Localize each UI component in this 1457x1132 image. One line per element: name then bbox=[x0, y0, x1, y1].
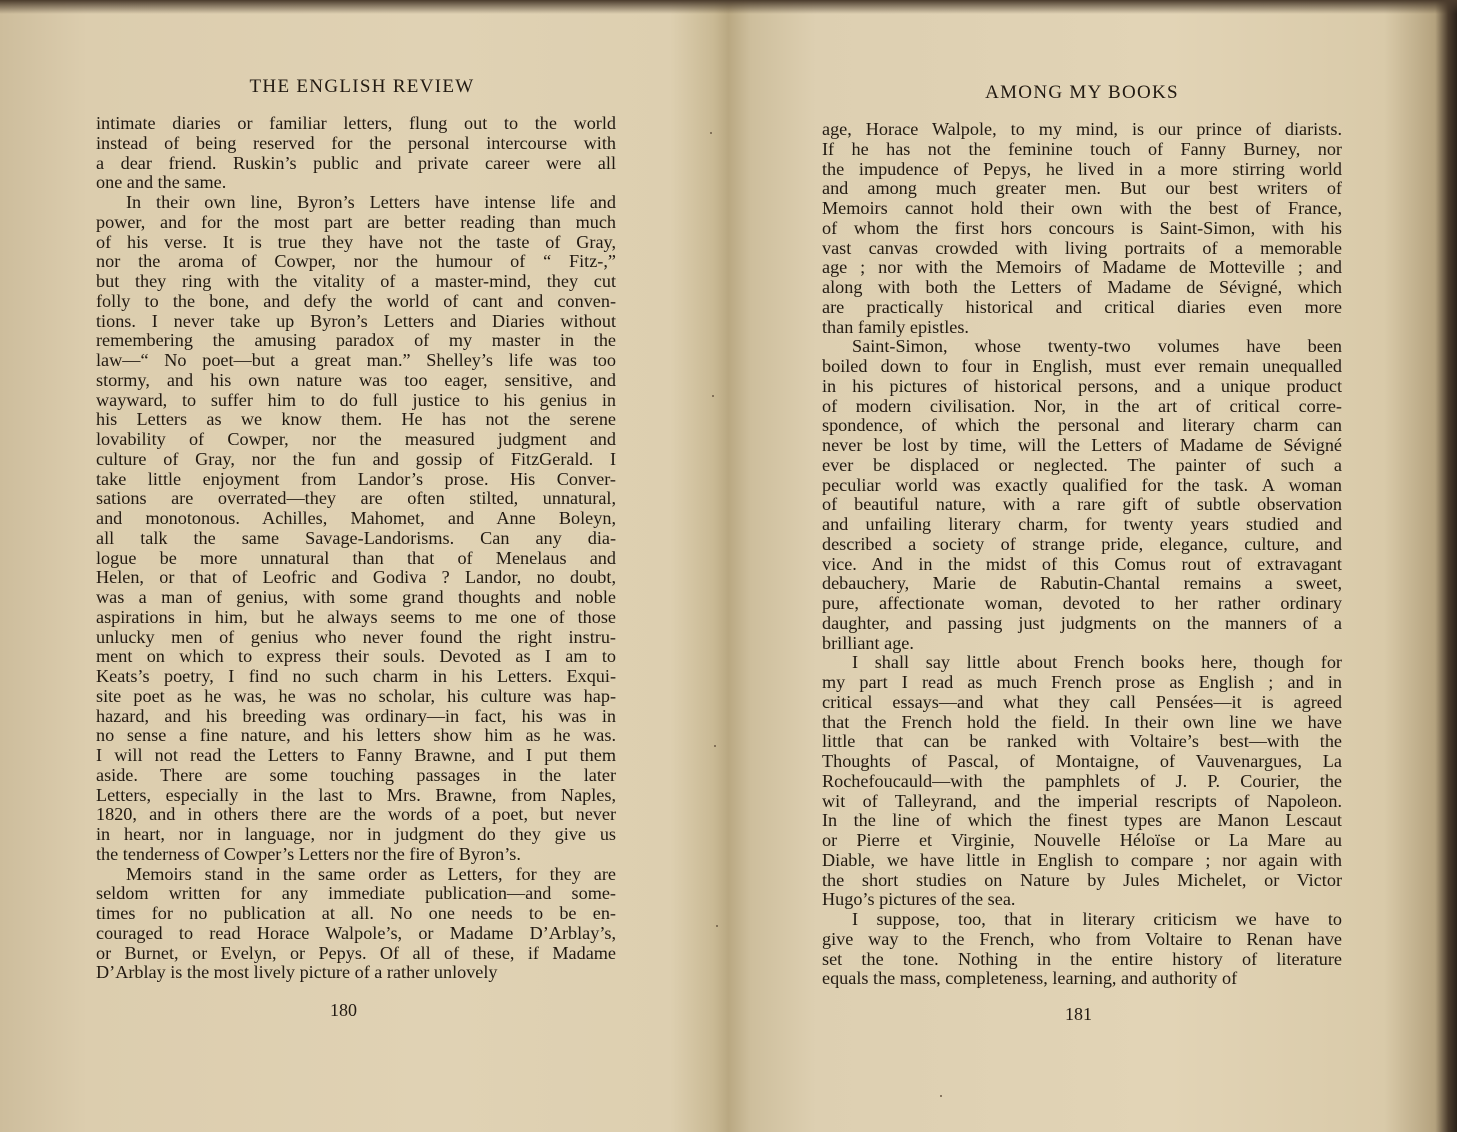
text-line: couraged to read Horace Walpole’s, or Madame D’Arblay’s, bbox=[96, 922, 616, 943]
text-line: or Pierre et Virginie, Nouvelle Héloïse or La Mare au bbox=[822, 830, 1342, 850]
page-number-left: 180 bbox=[330, 1000, 357, 1020]
text-line: his Letters as we know them. He has not the serene bbox=[96, 409, 616, 430]
text-line: aside. There are some touching passages in the later bbox=[96, 764, 616, 785]
text-line: than family epistles. bbox=[822, 316, 969, 337]
text-line: take little enjoyment from Landor’s prose. His Conver- bbox=[96, 468, 616, 489]
text-line: a dear friend. Ruskin’s public and private career were all bbox=[96, 152, 616, 173]
text-line: Keats’s poetry, I find no such charm in his Letters. Exqui- bbox=[96, 666, 616, 686]
text-line: spondence, of which the personal and literary charm can bbox=[822, 415, 1342, 436]
text-line: ever be displaced or neglected. The painter of such a bbox=[822, 454, 1342, 475]
text-line: and unfailing literary charm, for twenty years studied and bbox=[822, 514, 1342, 534]
text-line: that the French hold the field. In their own line we have bbox=[822, 711, 1342, 732]
text-line: culture of Gray, nor the fun and gossip of FitzGerald. I bbox=[96, 448, 616, 469]
text-line: In their own line, Byron’s Letters have intense life and bbox=[126, 192, 616, 212]
text-line: never be lost by time, will the Letters of Madame de Sévigné bbox=[822, 435, 1342, 455]
right-page bbox=[822, 82, 1342, 989]
text-line: ment on which to express their souls. Devoted as I am to bbox=[96, 646, 616, 667]
text-line: hazard, and his breeding was ordinary—in fact, his was in bbox=[96, 705, 616, 726]
text-line: tions. I never take up Byron’s Letters and Diaries without bbox=[96, 310, 616, 331]
text-line: my part I read as much French prose as English ; and in bbox=[822, 672, 1342, 692]
text-line: lovability of Cowper, nor the measured judgment and bbox=[96, 429, 616, 449]
text-line: critical essays—and what they call Pensées—it is agreed bbox=[822, 691, 1342, 712]
text-line: peculiar world was exactly qualified for the task. A woman bbox=[822, 474, 1342, 495]
text-line: nor the aroma of Cowper, nor the humour of “ Fitz-,” bbox=[96, 251, 616, 272]
text-line: times for no publication at all. No one needs to be en- bbox=[96, 903, 616, 923]
text-line: Helen, or that of Leofric and Godiva ? Landor, no doubt, bbox=[96, 567, 616, 588]
text-line: set the tone. Nothing in the entire history of literature bbox=[822, 948, 1342, 969]
text-line: Hugo’s pictures of the sea. bbox=[822, 889, 1016, 910]
text-line: Memoirs stand in the same order as Letters, for they are bbox=[126, 863, 616, 884]
text-line: Diable, we have little in English to compare ; nor again with bbox=[822, 849, 1342, 870]
text-line: In the line of which the finest types are Manon Lescaut bbox=[822, 810, 1342, 831]
text-line: the tenderness of Cowper’s Letters nor the fire of Byron’s. bbox=[96, 843, 521, 864]
text-line: was a man of genius, with some grand thoughts and noble bbox=[96, 587, 616, 607]
text-line: pure, affectionate woman, devoted to her rather ordinary bbox=[822, 593, 1342, 613]
paper-speck bbox=[940, 1095, 942, 1097]
text-line: logue be more unnatural than that of Menelaus and bbox=[96, 547, 616, 568]
text-line: instead of being reserved for the personal intercourse with bbox=[96, 132, 616, 153]
text-line: intimate diaries or familiar letters, flung out to the world bbox=[96, 113, 616, 133]
text-line: Thoughts of Pascal, of Montaigne, of Vauvenargues, La bbox=[822, 751, 1342, 771]
right-page-text bbox=[822, 120, 1342, 989]
text-line: folly to the bone, and defy the world of cant and conven- bbox=[96, 290, 616, 311]
text-line: give way to the French, who from Voltaire to Renan have bbox=[822, 928, 1342, 949]
text-line: and monotonous. Achilles, Mahomet, and Anne Boleyn, bbox=[96, 508, 616, 528]
text-line: site poet as he was, he was no scholar, his culture was hap- bbox=[96, 685, 616, 706]
text-line: or Burnet, or Evelyn, or Pepys. Of all of these, if Madame bbox=[96, 942, 616, 963]
text-line: of beautiful nature, with a rare gift of subtle observation bbox=[822, 494, 1342, 515]
text-line: the impudence of Pepys, he lived in a more stirring world bbox=[822, 158, 1342, 179]
text-line: vast canvas crowded with living portraits of a memorable bbox=[822, 237, 1342, 258]
text-line: age ; nor with the Memoirs of Madame de Motteville ; and bbox=[822, 257, 1342, 278]
text-line: remembering the amusing paradox of my master in the bbox=[96, 330, 616, 351]
text-line: Saint-Simon, whose twenty-two volumes have been bbox=[852, 336, 1342, 357]
gutter-mark bbox=[714, 745, 716, 747]
text-line: boiled down to four in English, must ever remain unequalled bbox=[822, 356, 1342, 376]
text-line: Rochefoucauld—with the pamphlets of J. P. Courier, the bbox=[822, 770, 1342, 791]
text-line: daughter, and passing just judgments on the manners of a bbox=[822, 612, 1342, 633]
text-line: of his verse. It is true they have not the taste of Gray, bbox=[96, 231, 616, 252]
running-head-left: THE ENGLISH REVIEW bbox=[249, 76, 475, 97]
text-line: I shall say little about French books here, though for bbox=[852, 652, 1342, 673]
text-line: are practically historical and critical diaries even more bbox=[822, 296, 1342, 317]
text-line: vice. And in the midst of this Comus rout of extravagant bbox=[822, 553, 1342, 574]
text-line: age, Horace Walpole, to my mind, is our prince of diarists. bbox=[822, 119, 1342, 139]
text-line: I will not read the Letters to Fanny Brawne, and I put them bbox=[96, 745, 616, 765]
gutter-mark bbox=[712, 395, 714, 397]
text-line: I suppose, too, that in literary criticism we have to bbox=[852, 909, 1342, 929]
text-line: equals the mass, completeness, learning, and authority of bbox=[822, 968, 1238, 989]
text-line: law—“ No poet—but a great man.” Shelley’s life was too bbox=[96, 350, 616, 370]
left-page bbox=[96, 76, 616, 983]
page-number-right: 181 bbox=[1065, 1004, 1092, 1024]
text-line: described a society of strange pride, elegance, culture, and bbox=[822, 533, 1342, 554]
text-line: seldom written for any immediate publication—and some- bbox=[96, 883, 616, 904]
text-line: of modern civilisation. Nor, in the art of critical corre- bbox=[822, 395, 1342, 416]
text-line: no sense a fine nature, and his letters show him as he was. bbox=[96, 725, 616, 746]
text-line: in heart, nor in language, nor in judgment do they give us bbox=[96, 824, 616, 844]
text-line: the short studies on Nature by Jules Michelet, or Victor bbox=[822, 869, 1342, 890]
text-line: all talk the same Savage-Landorisms. Can any dia- bbox=[96, 527, 616, 548]
text-line: along with both the Letters of Madame de Sévigné, which bbox=[822, 277, 1342, 297]
text-line: brilliant age. bbox=[822, 632, 914, 653]
text-line: and among much greater men. But our best writers of bbox=[822, 178, 1342, 199]
text-line: but they ring with the vitality of a master-mind, they cut bbox=[96, 271, 616, 291]
text-line: debauchery, Marie de Rabutin-Chantal remains a sweet, bbox=[822, 573, 1342, 594]
text-line: little that can be ranked with Voltaire’s best—with the bbox=[822, 731, 1342, 752]
text-line: D’Arblay is the most lively picture of a rather unlovely bbox=[96, 962, 498, 983]
text-line: power, and for the most part are better reading than much bbox=[96, 211, 616, 232]
text-line: of whom the first hors concours is Saint-Simon, with his bbox=[822, 217, 1342, 238]
left-page-text bbox=[96, 114, 616, 983]
text-line: in his pictures of historical persons, and a unique product bbox=[822, 375, 1342, 396]
text-line: 1820, and in others there are the words of a poet, but never bbox=[96, 804, 616, 825]
text-line: unlucky men of genius who never found the right instru- bbox=[96, 626, 616, 647]
text-line: stormy, and his own nature was too eager, sensitive, and bbox=[96, 369, 616, 390]
gutter-mark bbox=[716, 925, 718, 927]
text-line: If he has not the feminine touch of Fanny Burney, nor bbox=[822, 138, 1342, 159]
running-head-right: AMONG MY BOOKS bbox=[985, 82, 1179, 103]
text-line: wit of Talleyrand, and the imperial rescripts of Napoleon. bbox=[822, 790, 1342, 811]
text-line: Memoirs cannot hold their own with the best of France, bbox=[822, 198, 1342, 218]
text-line: aspirations in him, but he always seems to me one of those bbox=[96, 606, 616, 627]
text-line: one and the same. bbox=[96, 172, 227, 193]
text-line: sations are overrated—they are often stilted, unnatural, bbox=[96, 488, 616, 509]
text-line: wayward, to suffer him to do full justice to his genius in bbox=[96, 389, 616, 410]
text-line: Letters, especially in the last to Mrs. Brawne, from Naples, bbox=[96, 784, 616, 805]
gutter-mark bbox=[710, 132, 712, 134]
